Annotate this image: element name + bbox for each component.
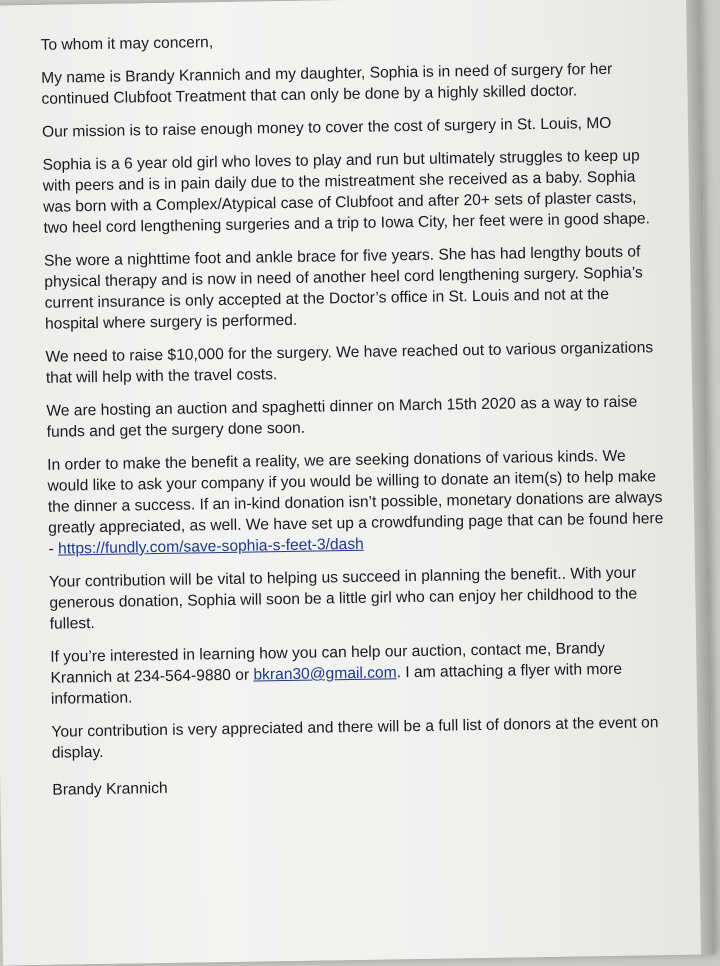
- paragraph-contact: [50, 637, 671, 710]
- paragraph-sophia-story: Sophia is a 6 year old girl who loves to play and run but ultimately struggles to keep up with peers and is in pain daily due to the mistreatment she received as a baby. Sophia was born with a Complex/Atypical case of Clubfoot and after 20+ sets of plaster casts, two heel cord lengthening surgeries and a trip to Iowa City, her feet were in good shape.: [42, 147, 651, 237]
- contact-text-before: If you’re interested in learning how you can help our auction, contact me, Brandy Krannich at 234-564-9880 or: [50, 640, 606, 687]
- letter-body: [40, 25, 672, 813]
- donation-request-text: In order to make the benefit a reality, we are seeking donations of various kinds. We would like to ask your company if you would be willing to donate an item(s) to help make the dinner a success. If an in-kind donation isn’t possible, monetary donations are always greatly appreciated, as well. We have set up a crowdfunding page that can be found here -: [47, 447, 664, 558]
- paragraph-donation-request: [47, 445, 669, 560]
- paragraph-mission: Our mission is to raise enough money to cover the cost of surgery in St. Louis, MO: [41, 114, 612, 141]
- paragraph-thanks: Your contribution is very appreciated and there will be a full list of donors at the event on display.: [51, 714, 659, 762]
- email-link[interactable]: bkran30@gmail.com: [253, 664, 397, 684]
- salutation: To whom it may concern,: [40, 34, 214, 54]
- paper-edge-shadow: [686, 0, 715, 955]
- paragraph-event: We are hosting an auction and spaghetti dinner on March 15th 2020 as a way to raise funds and get the surgery done soon.: [46, 393, 638, 441]
- paragraph-fundraising-goal: We need to raise $10,000 for the surgery. We have reached out to various organizations that will help with the travel costs.: [45, 339, 654, 387]
- contact-text-after: . I am attaching a flyer with more information.: [50, 660, 623, 708]
- crowdfunding-link[interactable]: https://fundly.com/save-sophia-s-feet-3/dash: [57, 535, 364, 558]
- paragraph-treatment: She wore a nighttime foot and ankle brace for five years. She has had lengthy bouts of physical therapy and is now in need of another heel cord lengthening surgery. Sophia’s current insurance is only accepted at the Doctor’s office in St. Louis and not at the hospital where surgery is performed.: [43, 243, 643, 333]
- paragraph-intro: My name is Brandy Krannich and my daughter, Sophia is in need of surgery for her continued Clubfoot Treatment that can only be done by a highly skilled doctor.: [41, 60, 613, 108]
- paragraph-contribution: Your contribution will be vital to helping us succeed in planning the benefit.. With your generous donation, Sophia will soon be a little girl who can enjoy her childhood to the fullest.: [48, 564, 638, 633]
- signature: Brandy Krannich: [52, 779, 168, 799]
